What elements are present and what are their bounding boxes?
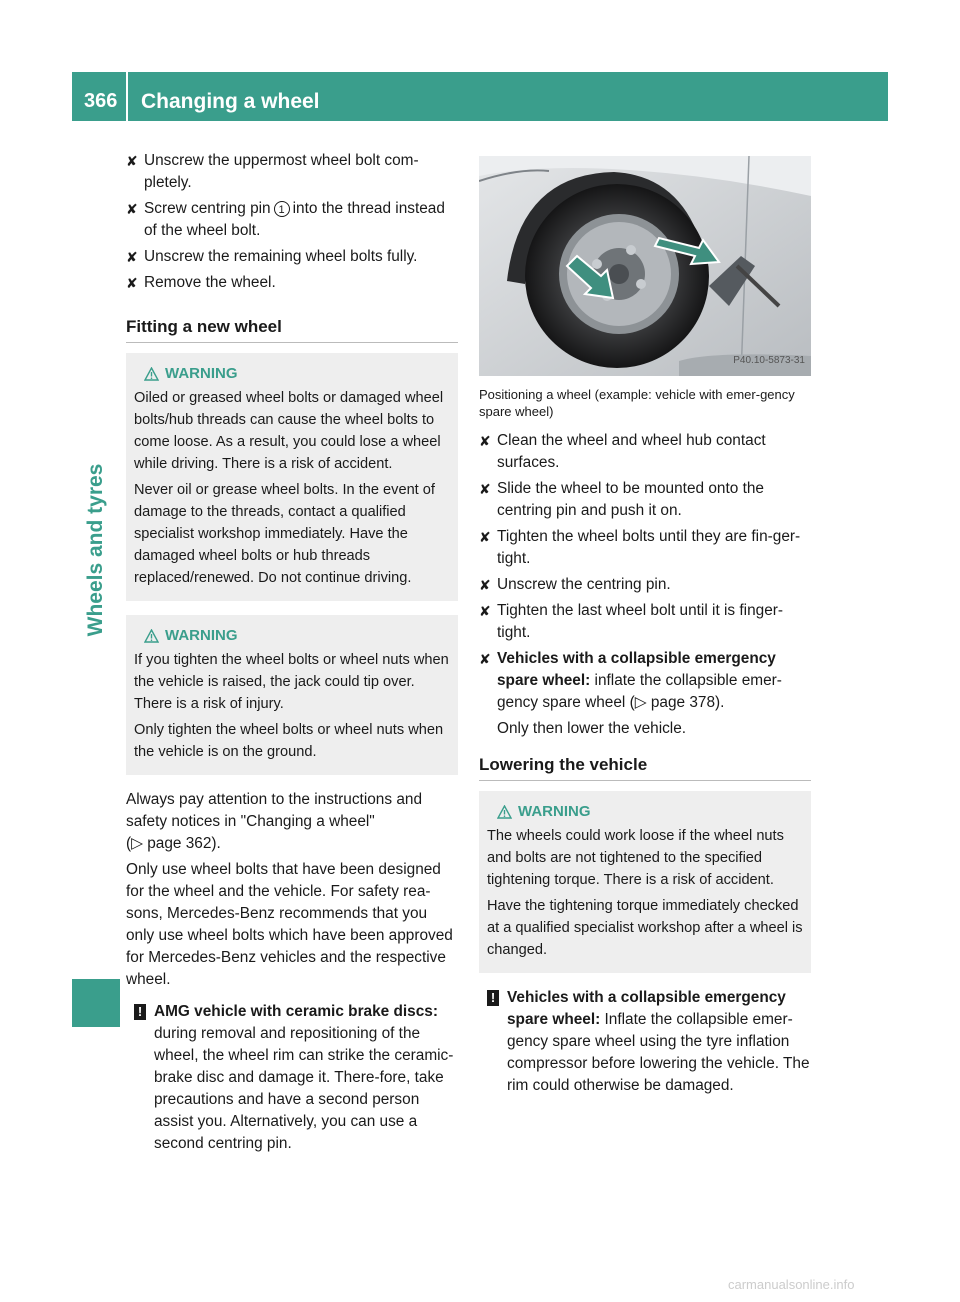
paragraph: Only use wheel bolts that have been designed for the wheel and the vehicle. For safety rea-sons, Mercedes-Benz recommends that you only use wheel bolts which have been approved for Mercedes-Benz vehicles and the respective wheel. — [126, 861, 453, 988]
page-number: 366 — [84, 90, 118, 112]
step: ✘ Unscrew the uppermost wheel bolt com-pletely. — [126, 152, 419, 191]
step-arrow-icon: ✘ — [126, 249, 138, 265]
page-reference-link[interactable]: (▷ page 362). — [126, 835, 221, 852]
step-arrow-icon: ✘ — [479, 433, 491, 449]
warning-box: WARNING Oiled or greased wheel bolts or damaged wheel bolts/hub threads can cause the wheel bolts to come loose. As a result, you could lose a wheel while driving. There is a risk of accident. Never oil or grease wheel bolts. In the event of damage to the threads, contact a qualified specialist workshop immediately. Have the damaged wheel bolts or hub threads replaced/renewed. Do not continue driving. — [126, 353, 458, 601]
side-tab — [84, 335, 108, 765]
step: ✘ Remove the wheel. — [126, 272, 458, 294]
figure-caption: Positioning a wheel (example: vehicle with emer-gency spare wheel) — [479, 387, 795, 419]
step-arrow-icon: ✘ — [126, 275, 138, 291]
step-arrow-icon: ✘ — [126, 201, 138, 217]
note: ! AMG vehicle with ceramic brake discs: during removal and repositioning of the wheel, the wheel rim can strike the ceramic-brake disc and damage it. There-fore, take precautions and have a second person assist you. Alternatively, you can use a second centring pin. — [126, 1001, 458, 1155]
page-reference-link[interactable]: (▷ page 378). — [629, 694, 725, 711]
wheel-illustration — [479, 156, 811, 376]
step: ✘ Clean the wheel and wheel hub contact surfaces. — [479, 432, 766, 471]
warning-box: WARNING If you tighten the wheel bolts or wheel nuts when the vehicle is raised, the jack could tip over. There is a risk of injury. Only tighten the wheel bolts or wheel nuts when the vehicle is on the ground. — [126, 615, 458, 775]
step-arrow-icon: ✘ — [479, 603, 491, 619]
warning-header: WARNING — [497, 801, 805, 823]
step: ✘ Tighten the last wheel bolt until it is finger-tight. — [479, 602, 784, 641]
step: ✘ Vehicles with a collapsible emergency spare wheel: inflate the collapsible emer-gency spare wheel (▷ page 378). — [479, 650, 782, 711]
step-note: Only then lower the vehicle. — [497, 720, 687, 737]
header-divider — [126, 72, 128, 121]
right-column — [479, 150, 811, 1101]
warning-header: WARNING — [144, 363, 452, 385]
step-arrow-icon: ✘ — [479, 481, 491, 497]
step-arrow-icon: ✘ — [479, 529, 491, 545]
step: ✘ Slide the wheel to be mounted onto the centring pin and push it on. — [479, 480, 764, 519]
warning-triangle-icon — [144, 367, 159, 381]
exclamation-icon: ! — [134, 1004, 146, 1020]
warning-triangle-icon — [497, 805, 512, 819]
step-arrow-icon: ✘ — [126, 153, 138, 169]
side-tab-block — [72, 979, 120, 1027]
note: ! Vehicles with a collapsible emergency spare wheel: Inflate the collapsible emer-gency spare wheel using the tyre inflation compressor before lowering the vehicle. The rim could otherwise be damaged. — [479, 987, 811, 1097]
figure-code: P40.10-5873-31 — [733, 355, 805, 366]
chapter-title: Changing a wheel — [141, 90, 320, 113]
section-heading-lowering: Lowering the vehicle — [479, 754, 811, 781]
step-arrow-icon: ✘ — [479, 577, 491, 593]
step: ✘ Unscrew the remaining wheel bolts fully. — [126, 246, 458, 268]
left-column — [126, 150, 458, 1159]
centring-pin-symbol-icon: 1 — [274, 201, 290, 217]
step-arrow-icon: ✘ — [479, 651, 491, 667]
step: ✘ Tighten the wheel bolts until they are fin-ger-tight. — [479, 528, 801, 567]
paragraph: Always pay attention to the instructions and safety notices in "Changing a wheel" (▷ page 362). — [126, 791, 423, 852]
warning-box: WARNING The wheels could work loose if the wheel nuts and bolts are not tightened to the specified tightening torque. There is a risk of accident. Have the tightening torque immediately checked at a qualified specialist workshop after a wheel is changed. — [479, 791, 811, 973]
step: ✘ Screw centring pin 1 into the thread instead of the wheel bolt. — [126, 200, 445, 239]
wheel-illustration-drawing — [479, 156, 811, 376]
step: ✘ Unscrew the centring pin. — [479, 574, 811, 596]
exclamation-icon: ! — [487, 990, 499, 1006]
section-heading-fitting: Fitting a new wheel — [126, 316, 458, 343]
watermark: carmanualsonline.info — [728, 1277, 855, 1292]
side-tab-label: Wheels and tyres — [84, 463, 107, 637]
warning-triangle-icon — [144, 629, 159, 643]
warning-header: WARNING — [144, 625, 452, 647]
